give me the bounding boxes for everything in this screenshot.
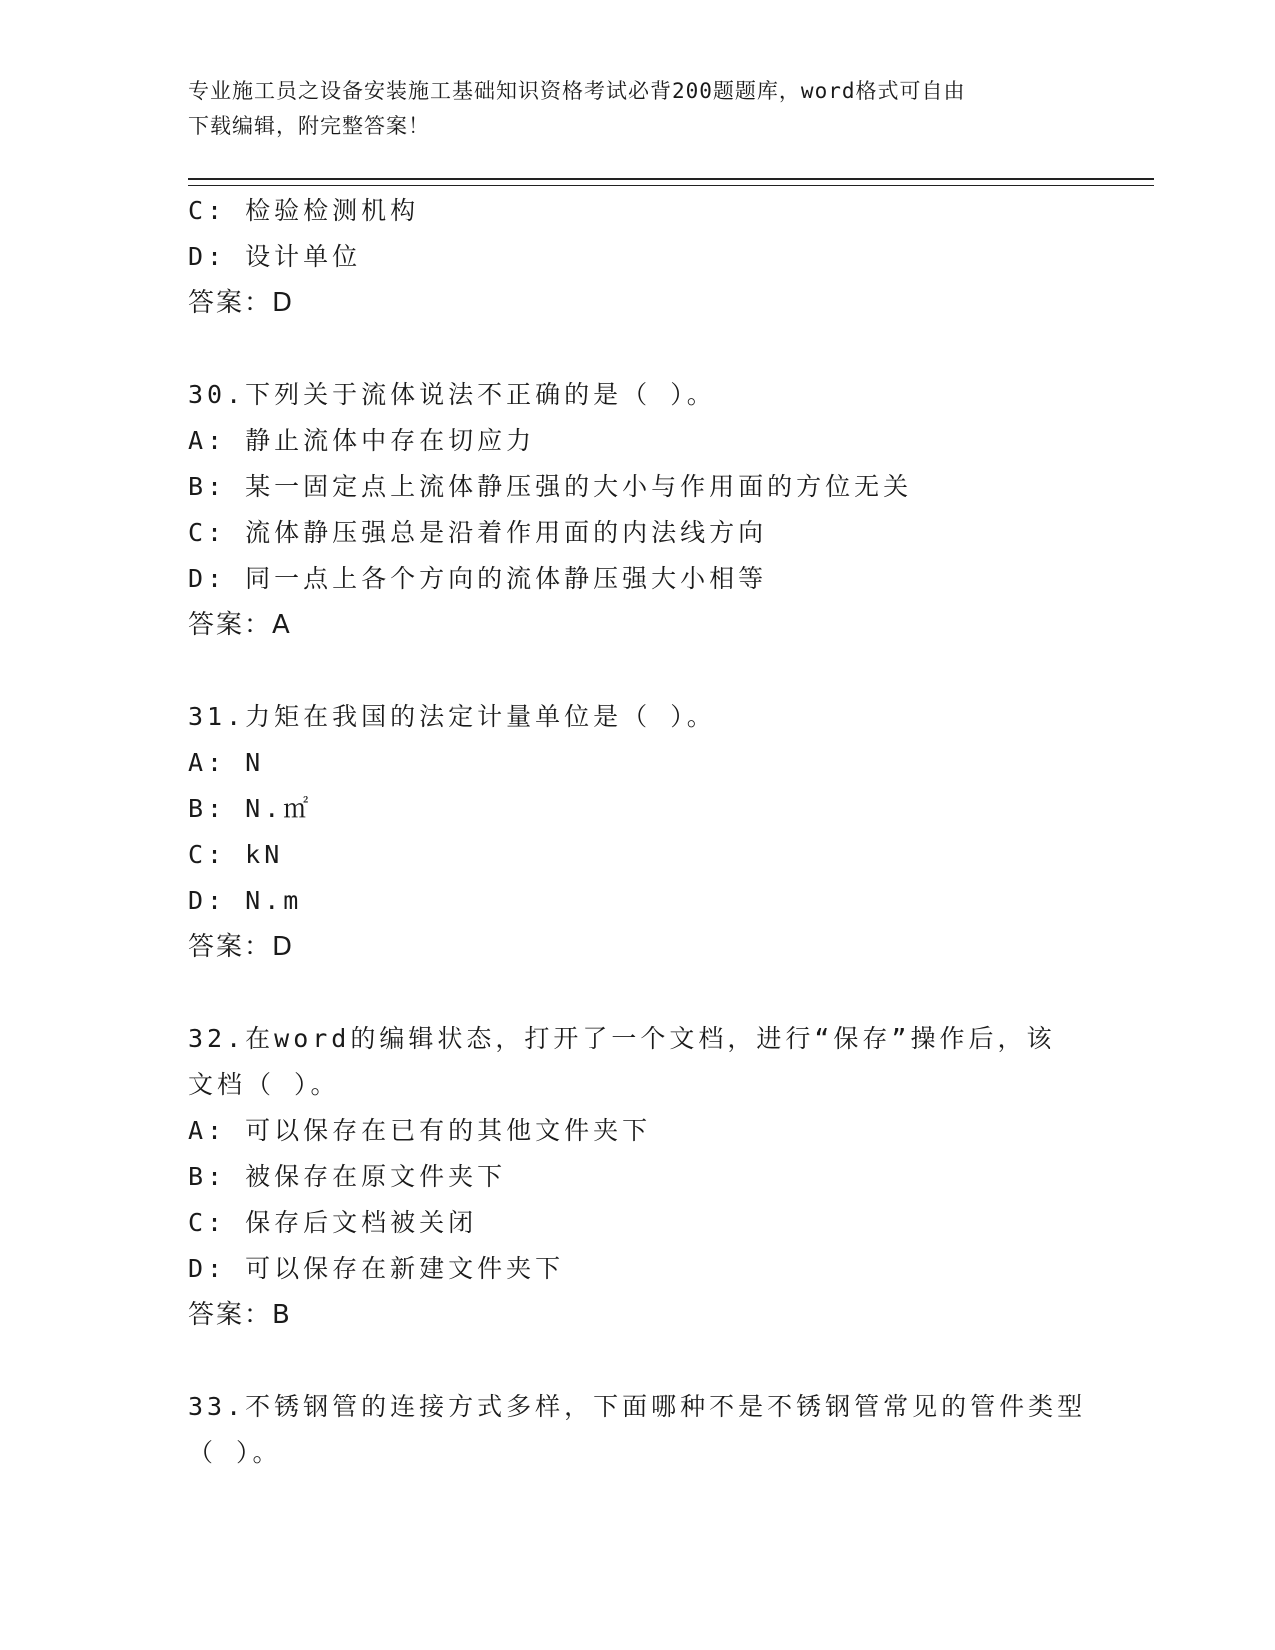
- option-b: B: 被保存在原文件夹下: [188, 1162, 507, 1191]
- question-30: [188, 372, 1088, 648]
- option-d: D: 同一点上各个方向的流体静压强大小相等: [188, 564, 768, 593]
- option-c: C: 保存后文档被关闭: [188, 1208, 478, 1237]
- question-stem: 31.力矩在我国的法定计量单位是（ ）。: [188, 702, 716, 731]
- option-a: A: 静止流体中存在切应力: [188, 426, 536, 455]
- spacer: [188, 648, 1088, 694]
- option-d: D: 设计单位: [188, 242, 362, 271]
- option-c: C: kN: [188, 840, 284, 869]
- question-33: [188, 1384, 1088, 1476]
- header-title-line-2: 下载编辑，附完整答案！: [188, 114, 430, 138]
- option-c: C: 检验检测机构: [188, 196, 420, 225]
- option-a: A: N: [188, 748, 265, 777]
- option-d: D: 可以保存在新建文件夹下: [188, 1254, 565, 1283]
- answer: 答案：D: [188, 288, 295, 318]
- option-b: B: N.㎡: [188, 794, 313, 823]
- spacer: [188, 1338, 1088, 1384]
- question-stem-line-2: 文档（ ）。: [188, 1070, 340, 1099]
- question-list: [188, 188, 1088, 1476]
- question-stem-line-1: 33.不锈钢管的连接方式多样，下面哪种不是不锈钢管常见的管件类型: [188, 1392, 1087, 1421]
- answer: 答案：A: [188, 610, 292, 640]
- question-stem-line-1: 32.在word的编辑状态，打开了一个文档，进行“保存”操作后，该: [188, 1024, 1056, 1053]
- option-c: C: 流体静压强总是沿着作用面的内法线方向: [188, 518, 768, 547]
- page-header: [188, 74, 1088, 144]
- question-stem: 30.下列关于流体说法不正确的是（ ）。: [188, 380, 716, 409]
- answer: 答案：D: [188, 932, 295, 962]
- answer: 答案：B: [188, 1300, 292, 1330]
- question-29-continued: [188, 188, 1088, 326]
- question-stem-line-2: （ ）。: [188, 1438, 282, 1467]
- option-d: D: N.m: [188, 886, 303, 915]
- header-divider: [188, 178, 1154, 186]
- header-title-line-1: 专业施工员之设备安装施工基础知识资格考试必背200题题库，word格式可自由: [188, 79, 966, 103]
- spacer: [188, 970, 1088, 1016]
- spacer: [188, 326, 1088, 372]
- question-32: [188, 1016, 1088, 1338]
- question-31: [188, 694, 1088, 970]
- option-b: B: 某一固定点上流体静压强的大小与作用面的方位无关: [188, 472, 913, 501]
- option-a: A: 可以保存在已有的其他文件夹下: [188, 1116, 652, 1145]
